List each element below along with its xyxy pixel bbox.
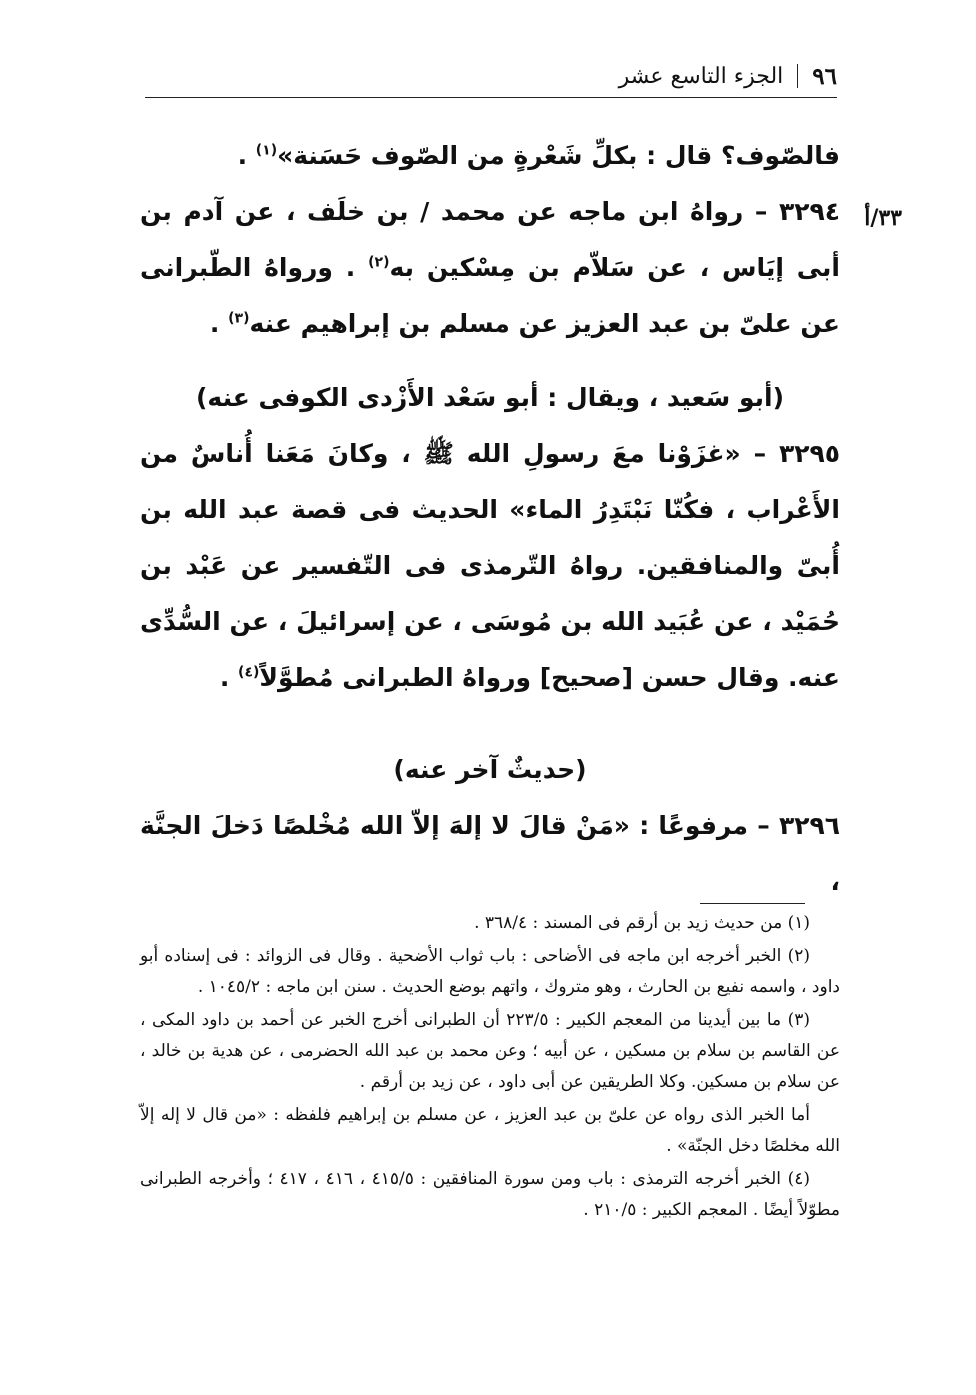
hadith-paragraph: ٣٢٩٤ – رواهُ ابن ماجه عن محمد / بن خلَف ، عن آدم بن أبى إيَاس ، عن سَلاّم بن مِسْكين به$^{(٢)}$ . ورواهُ الطّبرانى عن علىّ بن عبد العزيز عن مسلم بن إبراهيم عنه$^{(٣)}$ . [140, 197, 840, 338]
page-number: ٩٦ [812, 62, 837, 90]
footnote-ref: (١) [255, 142, 278, 159]
hadith-paragraph: ٣٢٩٥ – «غزَوْنا معَ رسولِ الله ﷺ ، وكانَ مَعَنا أُناسٌ من الأَعْراب ، فكُنّا نَبْتَدِرُ الماء» الحديث فى قصة عبد الله بن أُبىّ والمنافقين. رواهُ التّرمذى فى التّفسير عن عَبْد بن حُمَيْد ، عن عُبَيد الله بن مُوسَى ، عن إسرائيلَ ، عن السُّدِّى عنه. وقال حسن [صحيح] ورواهُ الطبرانى مُطوَّلاً$^{(٤)}$ . [140, 439, 840, 692]
header-separator [797, 64, 798, 88]
section-heading: (أبو سَعيد ، ويقال : أبو سَعْد الأَزْدى الكوفى عنه) [195, 383, 784, 412]
footnote: (١) من حديث زيد بن أرقم فى المسند : ٣٦٨/٤ . [474, 913, 810, 933]
footnote-ref: (٣) [228, 310, 250, 327]
body-line: فالصّوف؟ قال : بكلِّ شَعْرةٍ من الصّوف حَسَنة»$^{(١)}$ . [237, 141, 840, 170]
footnote-ref: (٤) [238, 664, 260, 681]
footnote-rule [700, 903, 805, 904]
margin-folio-note: ٣٣/أ [864, 205, 902, 231]
footnote: (٢) الخبر أخرجه ابن ماجه فى الأضاحى : باب ثواب الأضحية . وقال فى الزوائد : فى إسناده أبو داود ، واسمه نفيع بن الحارث ، وهو متروك ، واتهم بوضع الحديث . سنن ابن ماجه : ١٠٤٥/٢ . [140, 946, 840, 997]
running-header [145, 58, 837, 94]
footnote: (٤) الخبر أخرجه الترمذى : باب ومن سورة المنافقين : ٤١٥/٥ ، ٤١٦ ، ٤١٧ ؛ وأخرجه الطبرانى مطوّلاً أيضًا . المعجم الكبير : ٢١٠/٥ . [140, 1169, 840, 1220]
footnotes [140, 908, 840, 1228]
footnote: (٣) ما بين أيدينا من المعجم الكبير : ٢٢٣/٥ أن الطبرانى أخرج الخبر عن أحمد بن داود المكى ، عن القاسم بن سلام بن مسكين ، عن أبيه ؛ وعن محمد بن عبد الله الحضرمى ، عن هدية بن خالد ، عن سلام بن مسكين. وكلا الطريقين عن أبى داود ، عن زيد بن أرقم . [140, 1010, 840, 1092]
footnote-ref: (٢) [368, 254, 390, 271]
part-title: الجزء التاسع عشر [618, 63, 784, 89]
hadith-paragraph: ٣٢٩٦ – مرفوعًا : «مَنْ قالَ لا إلهَ إلاّ الله مُخْلصًا دَخلَ الجنَّة ، [140, 811, 840, 896]
footnote: أما الخبر الذى رواه عن علىّ بن عبد العزيز ، عن مسلم بن إبراهيم فلفظه : «من قال لا إله إلاّ الله مخلصًا دخل الجنّة» . [140, 1105, 840, 1156]
section-heading: (حديثٌ آخر عنه) [393, 755, 587, 784]
main-text [140, 128, 840, 910]
header-rule [145, 97, 837, 98]
